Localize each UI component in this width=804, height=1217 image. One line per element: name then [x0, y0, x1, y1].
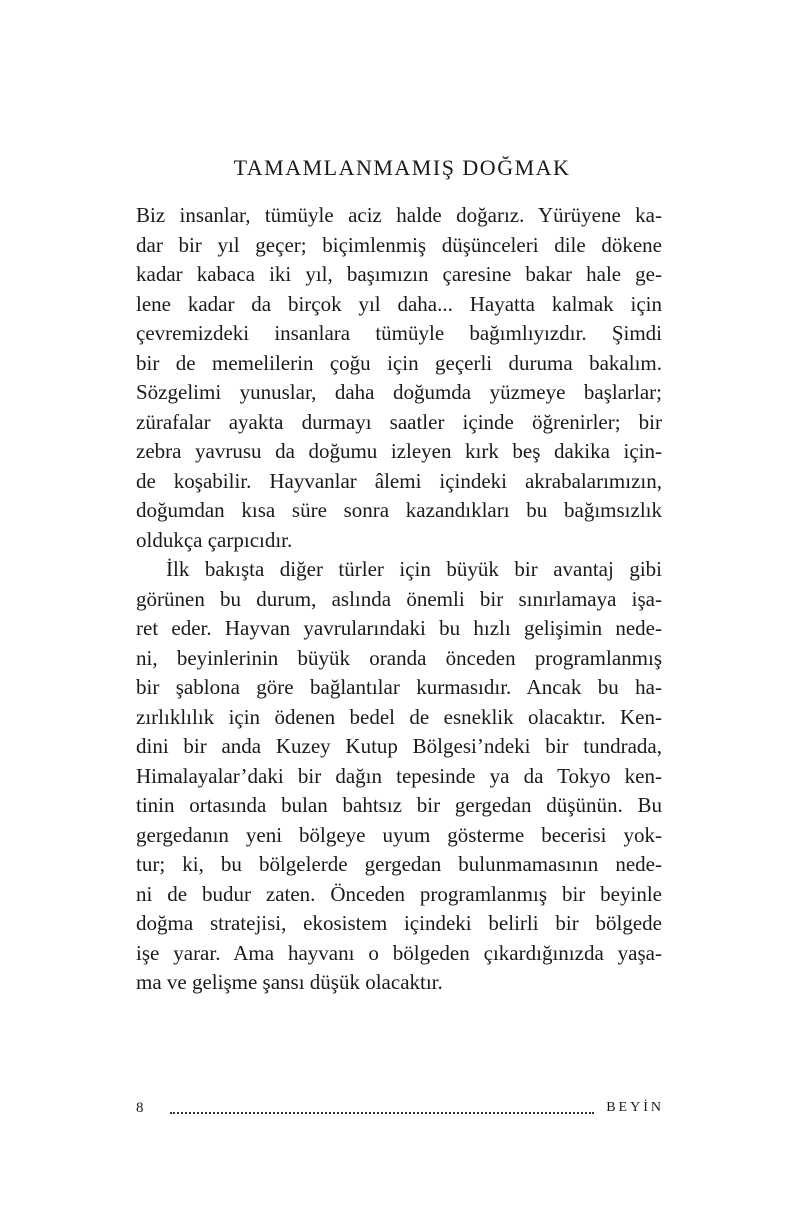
text-line: de koşabilir. Hayvanlar âlemi içindeki akrabalarımızın, [136, 468, 662, 493]
text-line: bir şablona göre bağlantılar kurmasıdır. Ancak bu ha- [136, 675, 662, 699]
text-line: ni, beyinlerinin büyük oranda önceden programlanmış [136, 645, 662, 670]
text-line: lene kadar da birçok yıl daha... Hayatta kalmak için [136, 291, 662, 316]
text-line: ret eder. Hayvan yavrularındaki bu hızlı gelişimin nede- [136, 616, 662, 640]
paragraph-end-line: ma ve gelişme şansı düşük olacaktır. [136, 970, 443, 994]
text-line: tinin ortasında bulan bahtsız bir gergedan düşünün. Bu [136, 793, 662, 817]
text-line: doğumdan kısa süre sonra kazandıkları bu bağımsızlık [136, 498, 662, 522]
page-number: 8 [136, 1099, 144, 1116]
text-line: işe yarar. Ama hayvanı o bölgeden çıkardığınızda yaşa- [136, 940, 662, 965]
dotted-leader [170, 1112, 594, 1114]
text-line: gergedanın yeni bölgeye uyum gösterme becerisi yok- [136, 822, 662, 847]
text-line: doğma stratejisi, ekosistem içindeki belirli bir bölgede [136, 911, 662, 935]
text-line: dar bir yıl geçer; biçimlenmiş düşünceleri dile dökene [136, 232, 662, 257]
running-head: BEYİN [606, 1100, 664, 1115]
body-text [136, 201, 662, 998]
paragraph-end-line: oldukça çarpıcıdır. [136, 527, 293, 552]
text-line: zırlıklılık için ödenen bedel de esneklik olacaktır. Ken- [136, 704, 662, 729]
text-line: ni de budur zaten. Önceden programlanmış bir beyinle [136, 881, 662, 906]
text-line: tur; ki, bu bölgelerde gergedan bulunmamasının nede- [136, 852, 662, 876]
chapter-title: TAMAMLANMAMIŞ DOĞMAK [233, 155, 571, 180]
text-line: Biz insanlar, tümüyle aciz halde doğarız. Yürüyene ka- [136, 203, 662, 227]
page-footer [136, 1096, 664, 1120]
text-line: bir de memelilerin çoğu için geçerli duruma bakalım. [136, 350, 662, 375]
text-line: zebra yavrusu da doğumu izleyen kırk beş dakika için- [136, 439, 662, 463]
text-line: görünen bu durum, aslında önemli bir sınırlamaya işa- [136, 586, 662, 611]
text-line: kadar kabaca iki yıl, başımızın çaresine bakar hale ge- [136, 262, 662, 286]
text-line: Himalayalar’daki bir dağın tepesinde ya da Tokyo ken- [136, 763, 662, 788]
text-line: dini bir anda Kuzey Kutup Bölgesi’ndeki bir tundrada, [136, 734, 662, 758]
text-line: Sözgelimi yunuslar, daha doğumda yüzmeye başlarlar; [136, 380, 662, 404]
paragraph-start-line: İlk bakışta diğer türler için büyük bir avantaj gibi [166, 557, 662, 581]
text-line: çevremizdeki insanlara tümüyle bağımlıyızdır. Şimdi [136, 321, 662, 345]
text-line: zürafalar ayakta durmayı saatler içinde öğrenirler; bir [136, 409, 662, 434]
